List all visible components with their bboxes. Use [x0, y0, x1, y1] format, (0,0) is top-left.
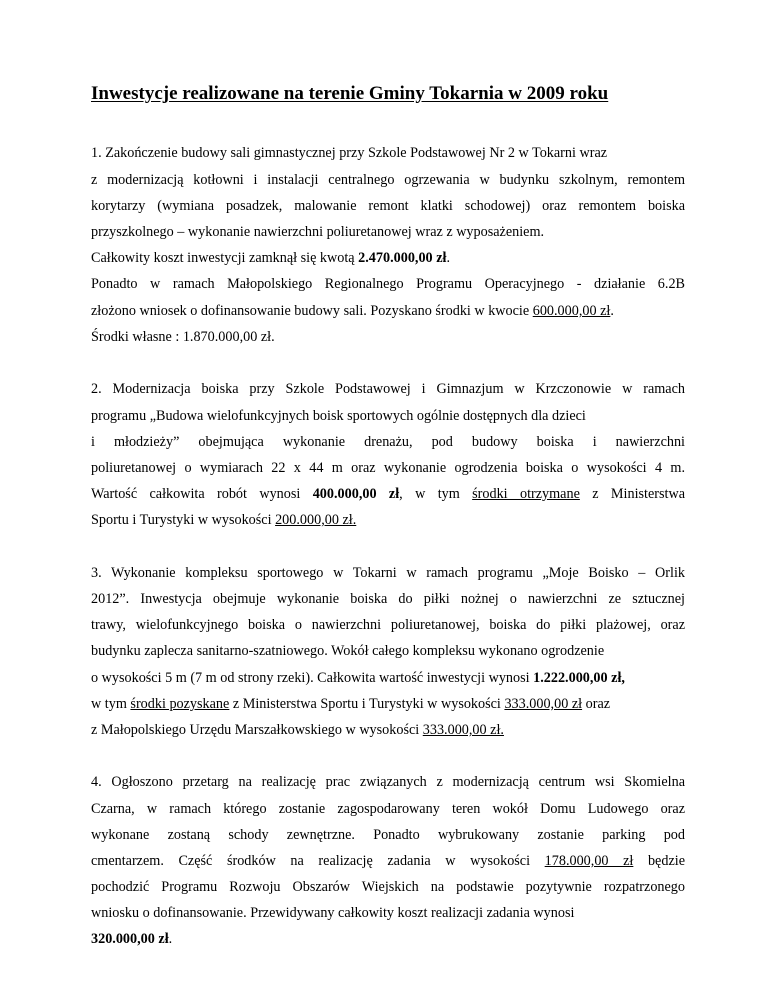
item-1-cost-text: Całkowity koszt inwestycji zamknął się kwotą: [91, 250, 359, 266]
item-3-value-amount: 1.222.000,00 zł,: [533, 670, 625, 686]
item-2-value-suffix: z Ministerstwa: [579, 486, 685, 502]
item-1-line-4: przyszkolnego – wykonanie nawierzchni poliuretanowej wraz z wyposażeniem.: [91, 224, 545, 240]
item-2-ministry-amount: 200.000,00 zł.: [275, 512, 357, 528]
item-3-marshal-text: z Małopolskiego Urzędu Marszałkowskiego w wysokości: [91, 722, 423, 738]
item-3-ministry-text: z Ministerstwa Sportu i Turystyki w wysokości: [229, 696, 505, 712]
item-1-line-6: Ponadto w ramach Małopolskiego Regionalnego Programu Operacyjnego - działanie 6.2B: [91, 276, 685, 292]
item-3-line-1: 3. Wykonanie kompleksu sportowego w Tokarni w ramach programu „Moje Boisko – Orlik: [91, 565, 685, 581]
item-4-line-7: [91, 930, 685, 948]
item-2-line-2: programu „Budowa wielofunkcyjnych boisk sportowych ogólnie dostępnych dla dzieci: [91, 408, 586, 424]
item-2-value-amount: 400.000,00 zł: [312, 486, 400, 502]
item-4-funds-suffix: będzie: [633, 853, 685, 869]
item-2-line-3: i młodzieży” obejmująca wykonanie drenażu, pod budowy boiska i nawierzchni: [91, 434, 685, 450]
item-2-line-4: poliuretanowej o wymiarach 22 x 44 m oraz wykonanie ogrodzenia boiska o wysokości 4 m.: [91, 460, 685, 476]
item-2-value-mid: , w tym: [399, 486, 473, 502]
item-1-line-8: Środki własne : 1.870.000,00 zł.: [91, 329, 275, 345]
item-1-line-7: [91, 302, 685, 320]
item-3-ministry-suffix: oraz: [582, 696, 611, 712]
item-3-line-2: 2012”. Inwestycja obejmuje wykonanie boiska do piłki nożnej o nawierzchni ze sztucznej: [91, 591, 685, 607]
item-3-value-text: o wysokości 5 m (7 m od strony rzeki). Całkowita wartość inwestycji wynosi: [91, 670, 534, 686]
item-4-total-amount: 320.000,00 zł: [91, 931, 169, 947]
item-4-line-5: pochodzić Programu Rozwoju Obszarów Wiejskich na podstawie pozytywnie rozpatrzonego: [91, 879, 685, 895]
item-1-cost-suffix: .: [446, 250, 450, 266]
item-3-line-6: [91, 695, 685, 713]
item-2-value-text: Wartość całkowita robót wynosi: [91, 486, 313, 502]
item-1-line-2: z modernizacją kotłowni i instalacji centralnego ogrzewania w budynku szkolnym, remontem: [91, 172, 685, 188]
item-4-funds-text: cmentarzem. Część środków na realizację zadania w wysokości: [91, 853, 545, 869]
item-1-funding-amount: 600.000,00 zł: [532, 303, 611, 319]
item-4-line-4: [91, 852, 685, 870]
item-1-line-5: [91, 249, 685, 267]
item-2-line-6: [91, 511, 685, 529]
item-3-ministry-amount: 333.000,00 zł: [504, 696, 583, 712]
item-1-funding-suffix: .: [610, 303, 614, 319]
item-4-funds-amount: 178.000,00 zł: [544, 853, 634, 869]
item-4-line-2: Czarna, w ramach którego zostanie zagospodarowany teren wokół Domu Ludowego oraz: [91, 801, 685, 817]
item-3-line-3: trawy, wielofunkcyjnego boiska o nawierzchni poliuretanowej, boiska do piłki plażowej, oraz: [91, 617, 685, 633]
item-3-line-5: [91, 669, 685, 687]
item-4-line-3: wykonane zostaną schody zewnętrzne. Ponadto wybrukowany zostanie parking pod: [91, 827, 685, 843]
item-2-ministry-text: Sportu i Turystyki w wysokości: [91, 512, 276, 528]
item-1-line-3: korytarzy (wymiana posadzek, malowanie remont klatki schodowej) oraz remontem boiska: [91, 198, 685, 214]
item-4-line-6: wniosku o dofinansowanie. Przewidywany całkowity koszt realizacji zadania wynosi: [91, 905, 575, 921]
item-1-line-1: 1. Zakończenie budowy sali gimnastycznej przy Szkole Podstawowej Nr 2 w Tokarni wraz: [91, 145, 608, 161]
item-1-cost-amount: 2.470.000,00 zł: [358, 250, 447, 266]
item-3-line-7: [91, 721, 685, 739]
item-4-line-1: 4. Ogłoszono przetarg na realizację prac związanych z modernizacją centrum wsi Skomielna: [91, 774, 685, 790]
item-3-line-4: budynku zaplecza sanitarno-szatniowego. Wokół całego kompleksu wykonano ogrodzenie: [91, 643, 605, 659]
item-2-funds-received: środki otrzymane: [472, 486, 580, 502]
page-title: Inwestycje realizowane na terenie Gminy Tokarnia w 2009 roku: [91, 83, 609, 104]
item-4-total-suffix: .: [168, 931, 173, 947]
item-3-funds-obtained: środki pozyskane: [130, 696, 230, 712]
item-3-marshal-amount: 333.000,00 zł.: [422, 722, 504, 738]
item-2-line-5: [91, 485, 685, 503]
item-2-line-1: 2. Modernizacja boiska przy Szkole Podstawowej i Gimnazjum w Krzczonowie w ramach: [91, 381, 685, 397]
item-3-funds-prefix: w tym: [91, 696, 131, 712]
item-1-funding-text: złożono wniosek o dofinansowanie budowy sali. Pozyskano środki w kwocie: [91, 303, 533, 319]
